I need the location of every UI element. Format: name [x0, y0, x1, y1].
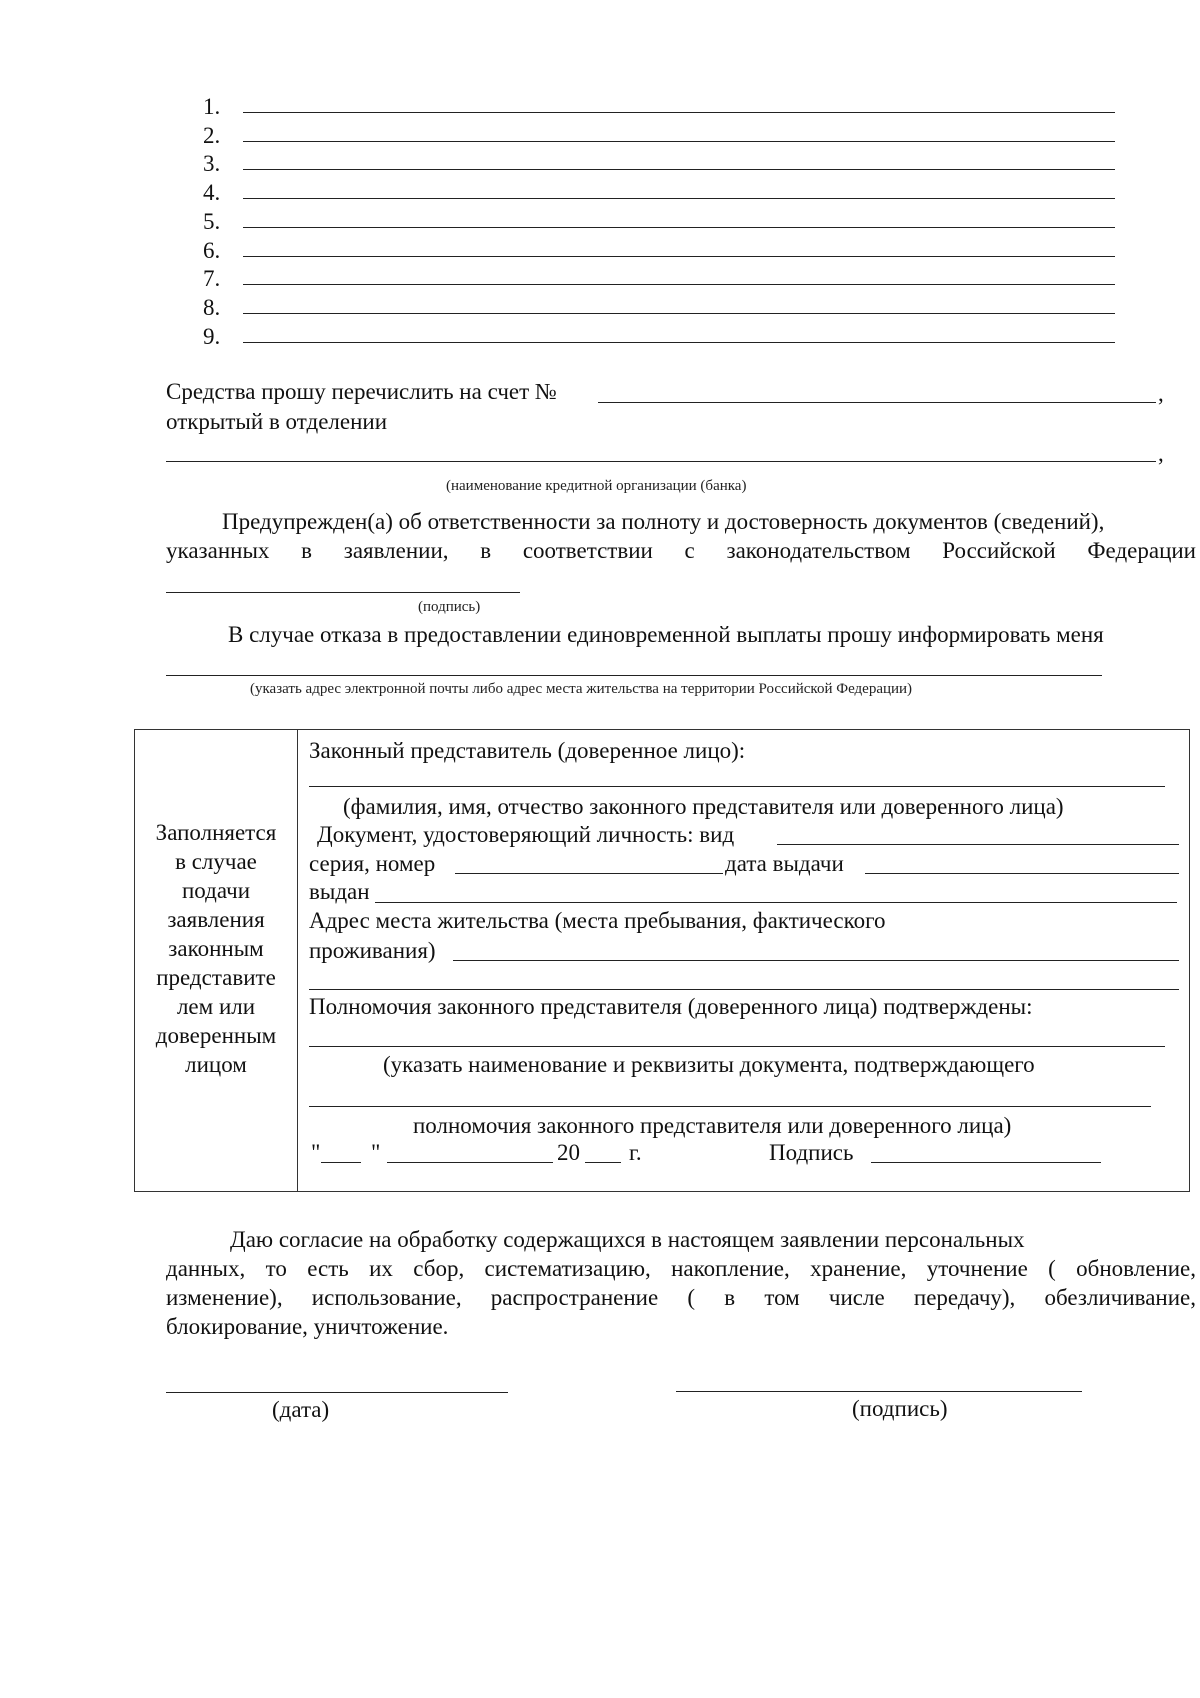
authority-caption-1: (указать наименование и реквизиты документа, подтверждающего — [383, 1052, 1035, 1077]
list-item[interactable] — [203, 180, 1115, 208]
list-item-blank-line[interactable] — [243, 198, 1115, 199]
left-cell-line: представите — [156, 965, 276, 990]
list-item[interactable] — [203, 266, 1115, 294]
left-cell-line: в случае — [175, 849, 257, 874]
list-item-blank-line[interactable] — [243, 227, 1115, 228]
account-comma: , — [1158, 381, 1164, 406]
representative-section — [134, 729, 1190, 1192]
left-cell-line: законным — [168, 936, 264, 961]
list-item[interactable] — [203, 151, 1115, 179]
consent-date-caption: (дата) — [272, 1397, 330, 1422]
warning-line-1: Предупрежден(а) об ответственности за полноту и достоверность документов (сведений), — [222, 509, 1105, 534]
date-year-prefix: 20 — [557, 1140, 580, 1165]
refusal-text: В случае отказа в предоставлении единовременной выплаты прошу информировать меня — [228, 622, 1104, 647]
representative-title: Законный представитель (доверенное лицо): — [309, 738, 746, 763]
issued-by-field[interactable] — [375, 902, 1177, 903]
left-cell-line: доверенным — [155, 1023, 277, 1048]
date-quote-close: " — [371, 1140, 381, 1165]
list-item-blank-line[interactable] — [243, 112, 1115, 113]
branch-label: открытый в отделении — [166, 409, 388, 434]
series-number-field[interactable] — [455, 873, 723, 874]
representative-left-cell — [135, 818, 297, 1079]
issued-by-label: выдан — [309, 879, 370, 904]
bank-comma: , — [1158, 441, 1164, 466]
column-divider — [297, 730, 298, 1191]
document-type-label: Документ, удостоверяющий личность: вид — [317, 822, 735, 847]
date-month-field[interactable] — [387, 1162, 553, 1163]
account-label: Средства прошу перечислить на счет № — [166, 379, 557, 404]
refusal-contact-field[interactable] — [166, 675, 1102, 676]
warning-line-2: указанных в заявлении, в соответствии с законодательством Российской Федерации — [166, 538, 1196, 563]
date-year-suffix: г. — [629, 1140, 642, 1165]
address-label-2: проживания) — [309, 938, 436, 963]
list-item[interactable] — [203, 209, 1115, 237]
bank-caption: (наименование кредитной организации (банка) — [446, 478, 747, 494]
account-line-1 — [166, 379, 557, 405]
list-item-number: 9. — [203, 323, 221, 349]
representative-name-caption: (фамилия, имя, отчество законного представителя или доверенного лица) — [343, 794, 1064, 819]
list-item[interactable] — [203, 123, 1115, 151]
warning-signature-caption: (подпись) — [418, 599, 481, 615]
date-quote-open: " — [311, 1140, 321, 1165]
list-item[interactable] — [203, 94, 1115, 122]
consent-line-1: Даю согласие на обработку содержащихся в настоящем заявлении персональных — [230, 1227, 1025, 1252]
list-item-blank-line[interactable] — [243, 342, 1115, 343]
left-cell-line: Заполняется — [155, 820, 277, 845]
list-item[interactable] — [203, 238, 1115, 266]
left-cell-line: подачи — [181, 878, 250, 903]
refusal-caption: (указать адрес электронной почты либо адрес места жительства на территории Российской Федерации) — [250, 681, 913, 697]
date-day-field[interactable] — [321, 1162, 361, 1163]
list-item-number: 8. — [203, 294, 221, 320]
consent-date-field[interactable] — [166, 1392, 508, 1393]
list-item-number: 3. — [203, 151, 221, 177]
authority-caption-2: полномочия законного представителя или доверенного лица) — [413, 1113, 1012, 1138]
series-number-label: серия, номер — [309, 851, 436, 876]
issue-date-field[interactable] — [865, 873, 1179, 874]
list-item-number: 4. — [203, 180, 221, 206]
date-year-field[interactable] — [585, 1162, 621, 1163]
account-number-field[interactable] — [598, 402, 1156, 403]
left-cell-line: заявления — [167, 907, 265, 932]
left-cell-line: лем или — [176, 994, 256, 1019]
list-item-blank-line[interactable] — [243, 256, 1115, 257]
issue-date-label: дата выдачи — [725, 851, 844, 876]
list-item-blank-line[interactable] — [243, 141, 1115, 142]
address-label: Адрес места жительства (места пребывания, фактического — [309, 908, 886, 933]
consent-line-4: блокирование, уничтожение. — [166, 1314, 449, 1339]
consent-signature-caption: (подпись) — [852, 1396, 948, 1421]
list-item-number: 1. — [203, 94, 221, 119]
representative-name-field[interactable] — [309, 786, 1165, 787]
list-item-number: 7. — [203, 266, 221, 292]
address-field[interactable] — [453, 960, 1179, 961]
authority-field-2[interactable] — [309, 1106, 1151, 1107]
representative-signature-field[interactable] — [871, 1162, 1101, 1163]
list-item-blank-line[interactable] — [243, 313, 1115, 314]
consent-line-2: данных, то есть их сбор, систематизацию, накопление, хранение, уточнение ( обновление, — [166, 1256, 1196, 1281]
representative-signature-label: Подпись — [769, 1140, 854, 1165]
list-item-number: 6. — [203, 237, 221, 263]
list-item[interactable] — [203, 295, 1115, 323]
list-item[interactable] — [203, 324, 1115, 352]
list-item-number: 2. — [203, 122, 221, 148]
consent-signature-field[interactable] — [676, 1391, 1082, 1392]
warning-signature-field[interactable] — [166, 592, 520, 593]
authority-field[interactable] — [309, 1046, 1165, 1047]
document-type-field[interactable] — [777, 844, 1179, 845]
left-cell-line: лицом — [185, 1052, 247, 1077]
list-item-blank-line[interactable] — [243, 169, 1115, 170]
list-item-blank-line[interactable] — [243, 284, 1115, 285]
bank-name-field[interactable] — [166, 461, 1156, 462]
list-item-number: 5. — [203, 208, 221, 234]
authority-label: Полномочия законного представителя (доверенного лица) подтверждены: — [309, 994, 1033, 1019]
consent-line-3: изменение), использование, распространение ( в том числе передачу), обезличивание, — [166, 1285, 1196, 1310]
address-field-2[interactable] — [309, 989, 1179, 990]
